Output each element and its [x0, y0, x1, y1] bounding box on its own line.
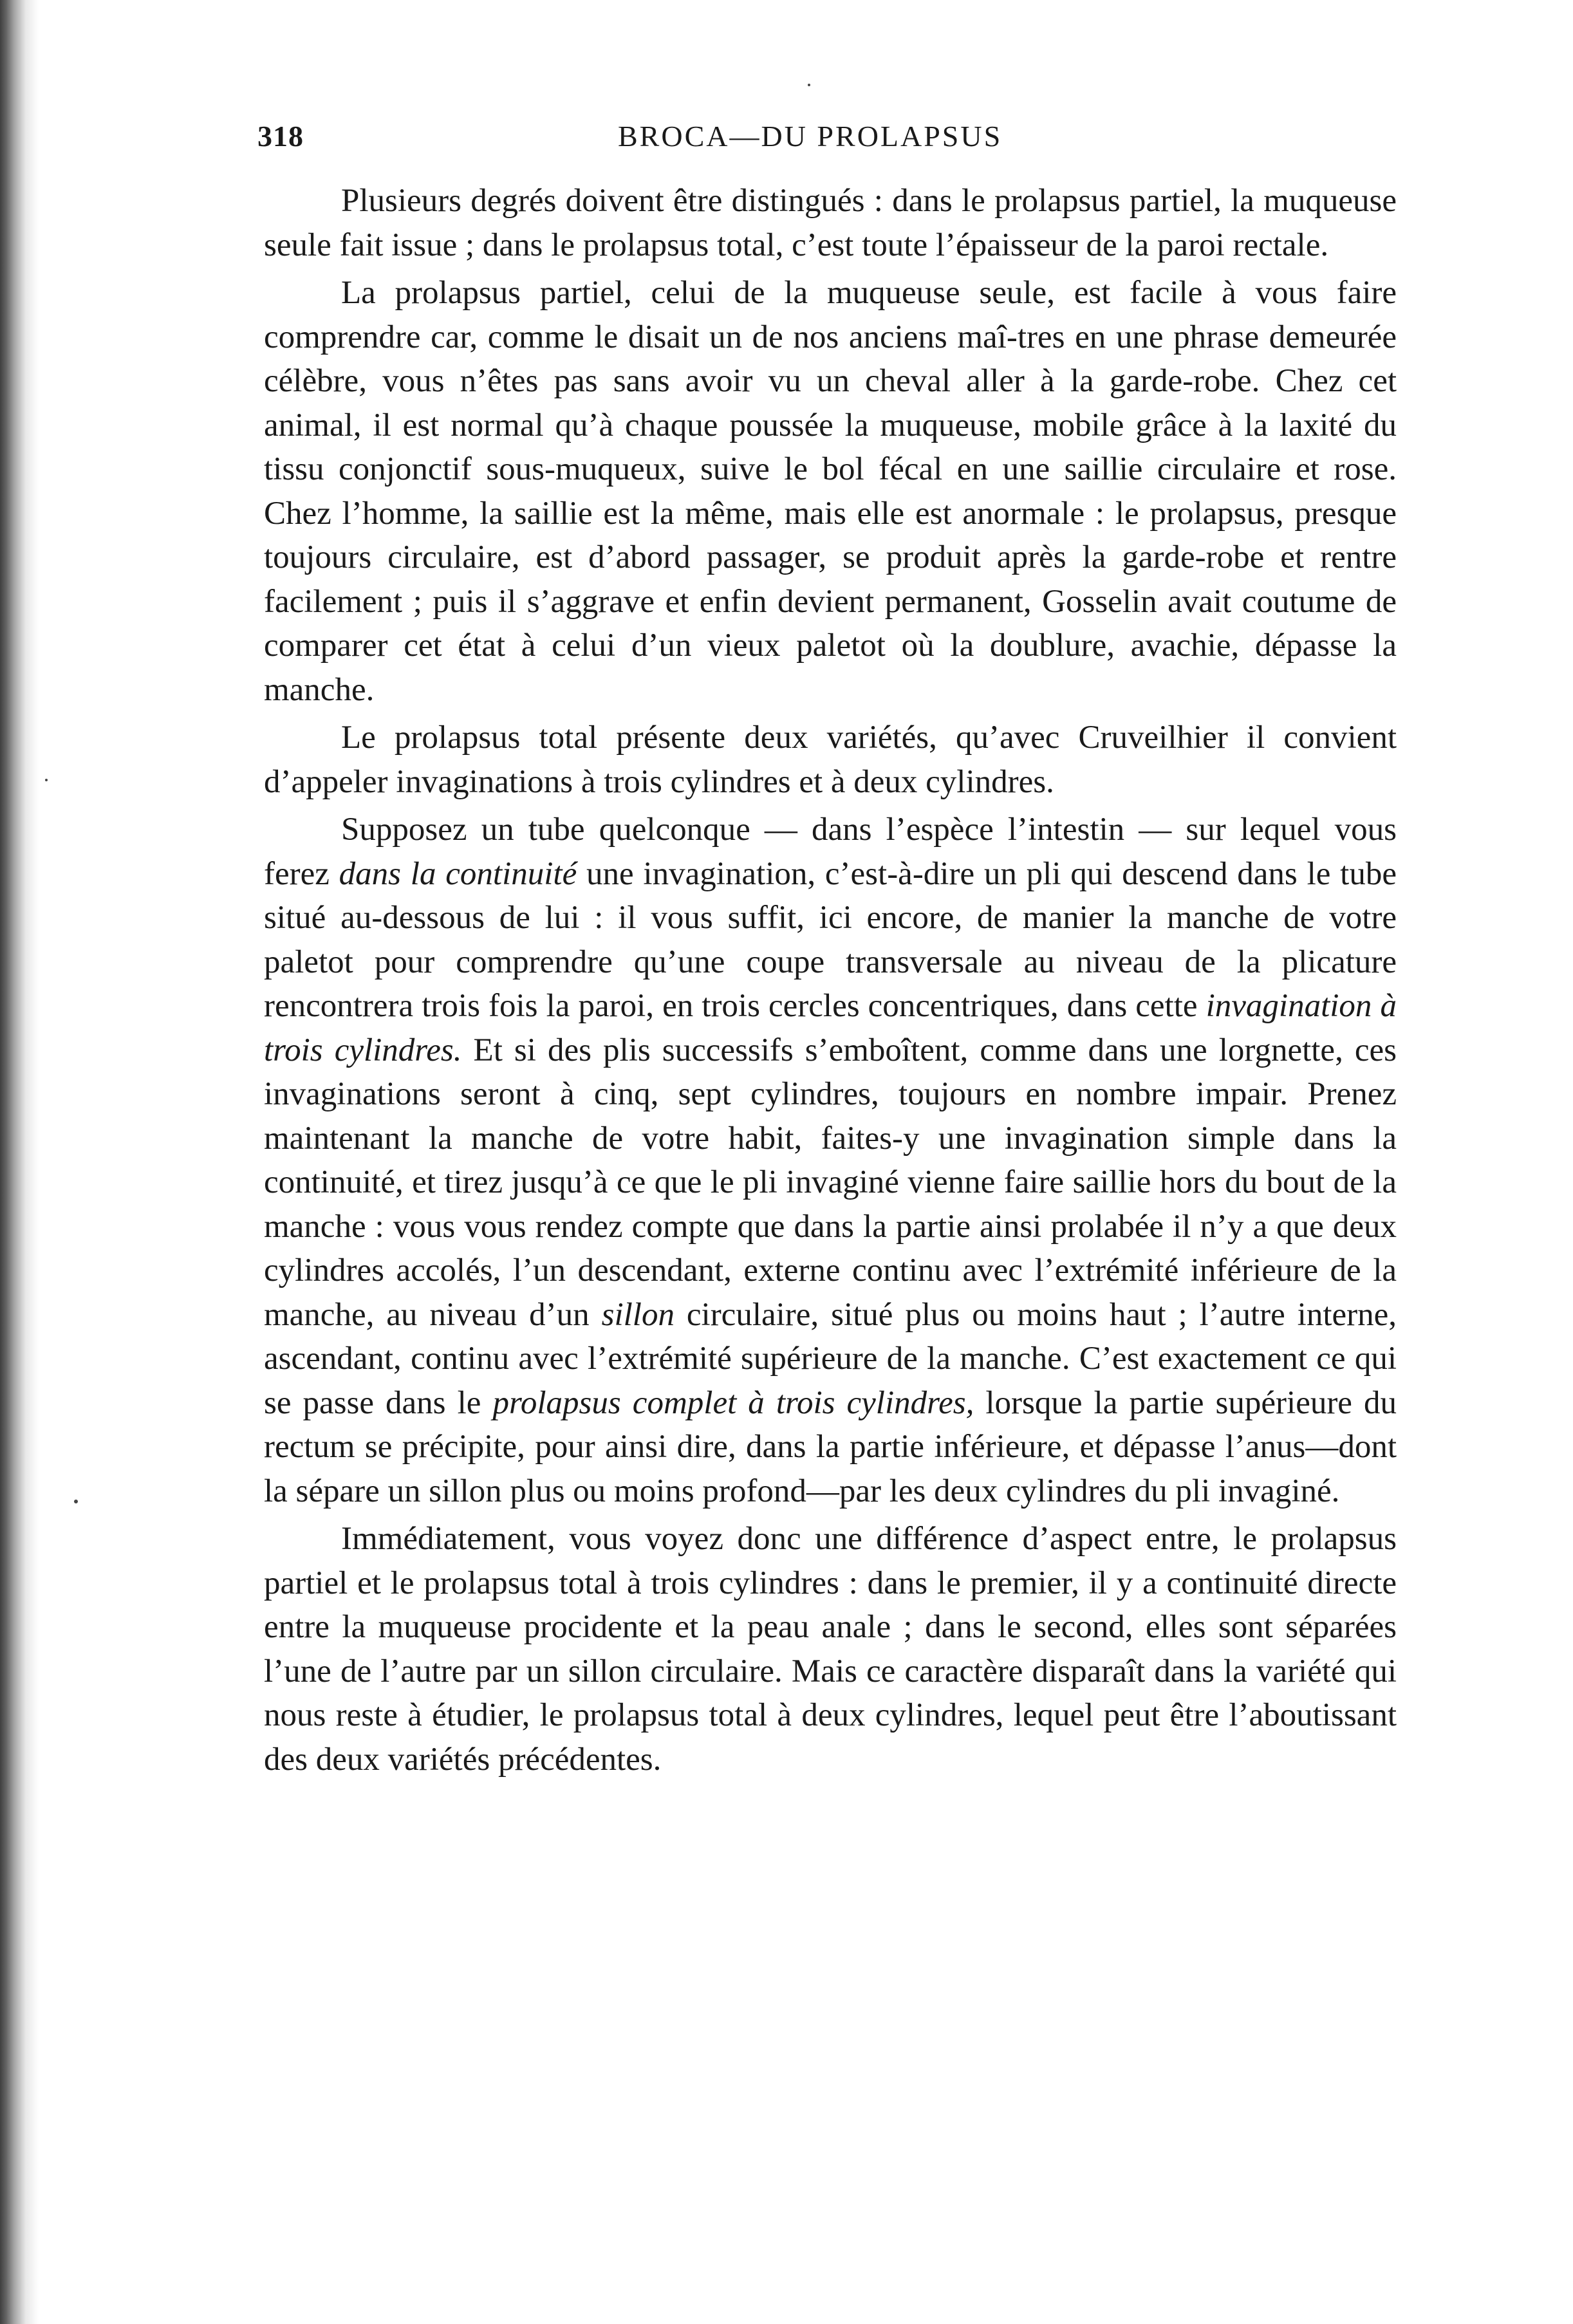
paragraph — [264, 179, 1397, 267]
italic-run: sillon — [601, 1296, 675, 1333]
italic-run: dans la continuité — [339, 855, 577, 892]
page-number: 318 — [257, 120, 304, 153]
paragraph — [264, 1517, 1397, 1781]
text-run: une invagination, c’est-à-dire un pli qui descend dans le tube situé au-dessous de lui : il vous suffit, ici encore, de manier la manche de votre paletot pour comprendre qu’une coupe transversale au niveau de la plicature rencontrera trois fois la paroi, en trois cercles concentriques, dans cette — [264, 855, 1397, 1024]
text-run: lorsque la partie supérieure du rectum se précipite, pour ainsi dire, dans la partie inférieure, et dépasse l’anus—dont la sépare un sillon plus ou moins profond—par les deux cylindres du pli invaginé. — [264, 1384, 1397, 1509]
running-head: BROCA—DU PROLAPSUS — [618, 120, 1003, 153]
text-run: Et si des plis successifs s’emboîtent, comme dans une lorgnette, ces invaginations seront à cinq, sept cylindres, toujours en nombre impair. Prenez maintenant la manche de votre habit, faites-y une invagination simple dans la continuité, et tirez jusqu’à ce que le pli invaginé vienne faire saillie hors du bout de la manche : vous vous rendez compte que dans la partie ainsi prolabée il n’y a que deux cylindres accolés, l’un descendant, externe continu avec l’extrémité inférieure de la manche, au niveau d’un — [264, 1032, 1397, 1333]
text-run: Immédiatement, vous voyez donc une différence d’aspect entre, le prolapsus partiel et le prolapsus total à trois cylindres : dans le premier, il y a continuité directe entre la muqueuse procidente et la peau anale ; dans le second, elles sont séparées l’une de l’autre par un sillon circulaire. Mais ce caractère disparaît dans la variété qui nous reste à étudier, le prolapsus total à deux cylindres, lequel peut être l’aboutissant des deux variétés précédentes. — [264, 1521, 1397, 1778]
scan-speck — [74, 1500, 78, 1503]
text-run: La prolapsus partiel, celui de la muqueuse seule, est facile à vous faire comprendre car, comme le disait un de nos anciens maî-tres en une phrase demeurée célèbre, vous n’êtes pas sans avoir vu un cheval aller à la garde-robe. Chez cet animal, il est normal qu’à chaque poussée la muqueuse, mobile grâce à la laxité du tissu conjonctif sous-muqueux, suive le bol fécal en une saillie circulaire et rose. Chez l’homme, la saillie est la même, mais elle est anormale : le prolapsus, presque toujours circulaire, est d’abord passager, se produit après la garde-robe et rentre facilement ; puis il s’aggrave et enfin devient permanent, Gosselin avait coutume de comparer cet état à celui d’un vieux paletot où la doublure, avachie, dépasse la manche. — [264, 275, 1397, 708]
scan-speck — [45, 779, 48, 781]
italic-run: prolapsus complet à trois cylindres, — [492, 1384, 974, 1421]
body-text — [264, 179, 1397, 1785]
scan-speck — [808, 84, 810, 86]
paragraph — [264, 716, 1397, 804]
paragraph — [264, 808, 1397, 1513]
scanned-binding-edge — [0, 0, 39, 2324]
text-run: Le prolapsus total présente deux variétés, qu’avec Cruveilhier il convient d’appeler invaginations à trois cylindres et à deux cylindres. — [264, 720, 1397, 800]
page-header — [0, 119, 1573, 164]
text-run: circulaire, situé plus ou moins haut ; l’autre interne, ascendant, continu avec l’extrémité supérieure de la manche. C’est exactement ce qui se passe dans le — [264, 1296, 1397, 1421]
paragraph — [264, 271, 1397, 712]
italic-run: invagination à trois cylindres. — [264, 988, 1397, 1068]
text-run: Supposez un tube quelconque — dans l’espèce l’intestin — sur lequel vous ferez — [264, 812, 1397, 892]
text-run: Plusieurs degrés doivent être distingués : dans le prolapsus partiel, la muqueuse seule fait issue ; dans le prolapsus total, c’est toute l’épaisseur de la paroi rectale. — [264, 183, 1397, 263]
